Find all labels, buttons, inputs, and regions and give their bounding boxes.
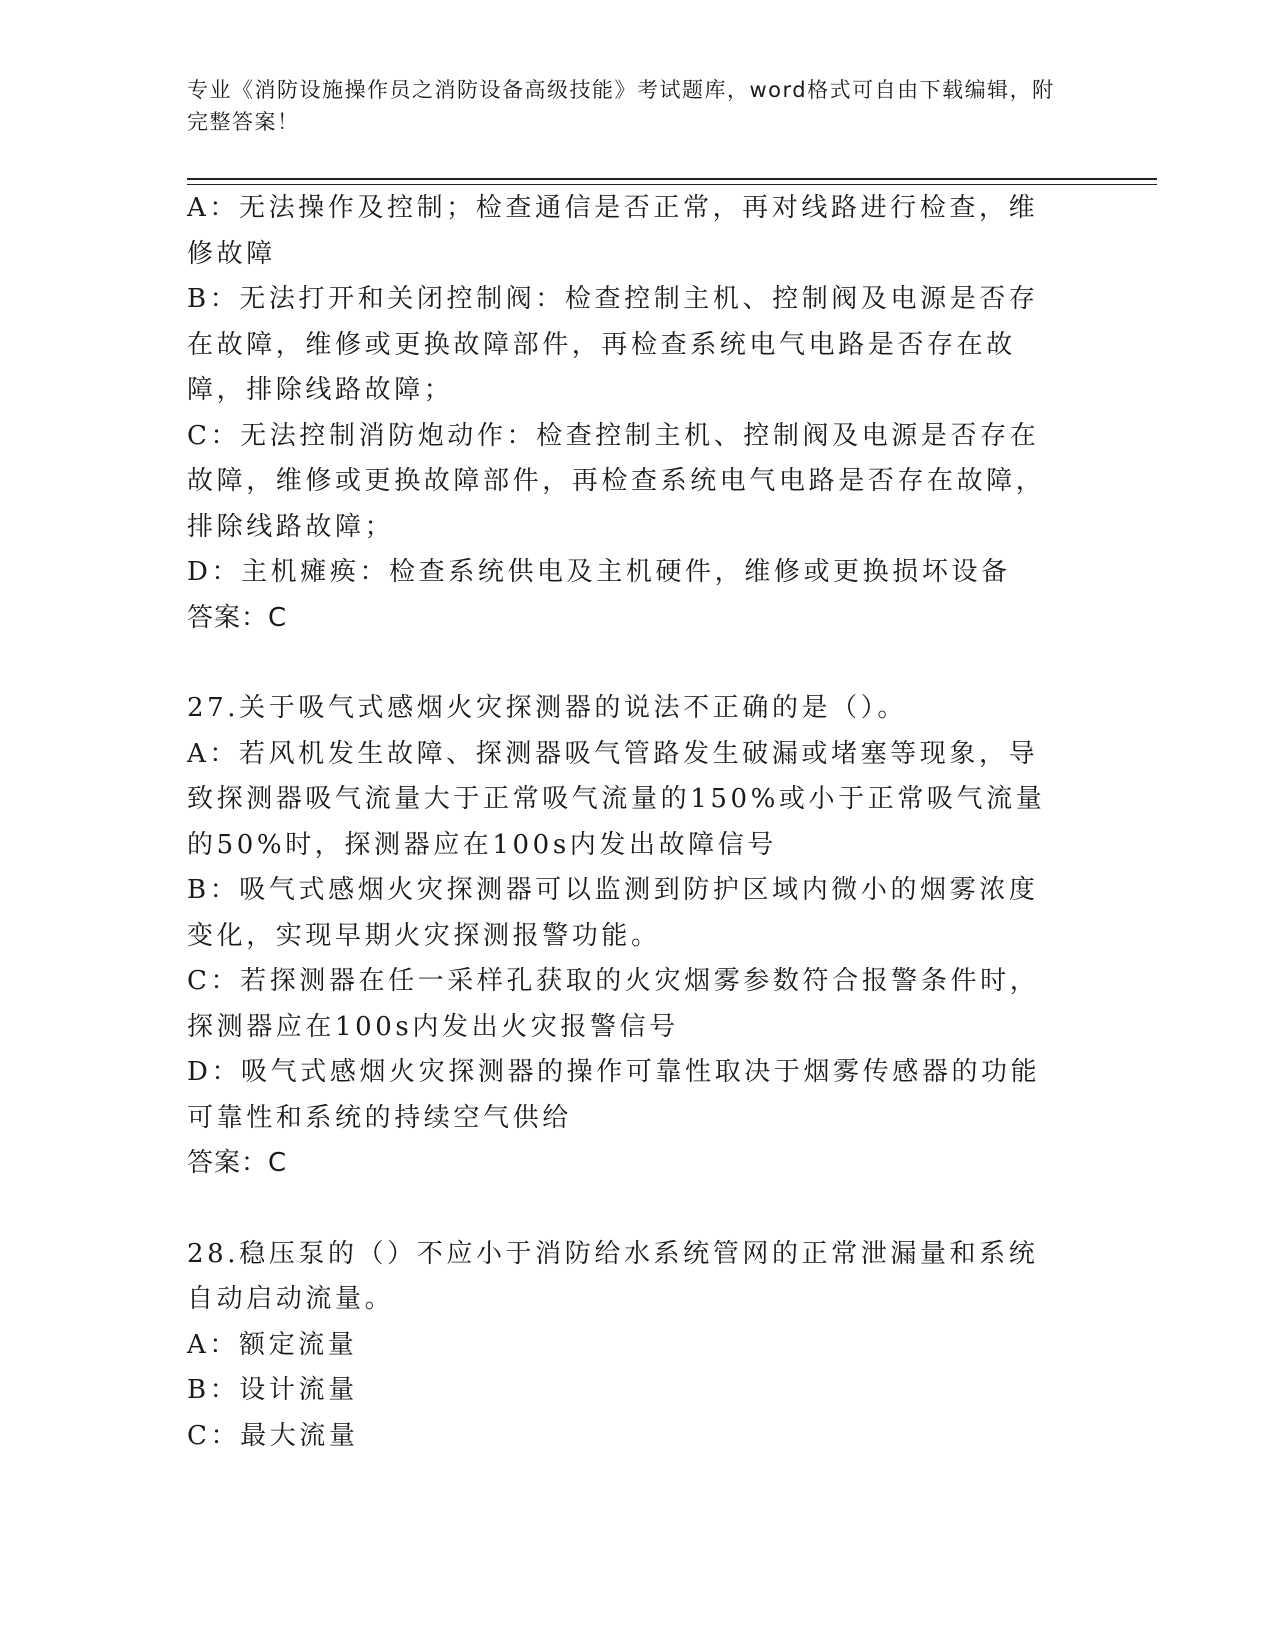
question-stem: 27.关于吸气式感烟火灾探测器的说法不正确的是（）。 [187, 693, 907, 723]
header-rule-thick [187, 178, 1157, 180]
header-rule-thin [187, 184, 1157, 185]
option-c: C：无法控制消防炮动作：检查控制主机、控制阀及电源是否存在故障，维修或更换故障部件，再检查系统电气电路是否存在故障，排除线路故障； [187, 420, 1046, 542]
page-header: 专业《消防设施操作员之消防设备高级技能》考试题库，word格式可自由下载编辑，附完整答案！ [187, 78, 1055, 134]
question-content [187, 186, 1067, 1459]
option-b: B：无法打开和关闭控制阀：检查控制主机、控制阀及电源是否存在故障，维修或更换故障部件，再检查系统电气电路是否存在故障，排除线路故障； [187, 284, 1039, 405]
question-stem: 28.稳压泵的（）不应小于消防给水系统管网的正常泄漏量和系统自动启动流量。 [187, 1238, 1039, 1314]
answer-line: 答案：C [187, 602, 288, 633]
option-a: A：额定流量 [187, 1329, 358, 1360]
option-d: D：吸气式感烟火灾探测器的操作可靠性取决于烟雾传感器的功能可靠性和系统的持续空气供给 [187, 1057, 1041, 1133]
option-c: C：最大流量 [187, 1420, 359, 1451]
answer-line: 答案：C [187, 1148, 288, 1178]
option-a: A：若风机发生故障、探测器吸气管路发生破漏或堵塞等现象，导致探测器吸气流量大于正常吸气流量的150%或小于正常吸气流量的50%时，探测器应在100s内发出故障信号 [187, 738, 1046, 860]
option-d: D：主机瘫痪：检查系统供电及主机硬件，维修或更换损坏设备 [187, 557, 1011, 587]
option-a: A：无法操作及控制；检查通信是否正常，再对线路进行检查，维修故障 [187, 193, 1039, 269]
option-b: B：吸气式感烟火灾探测器可以监测到防护区域内微小的烟雾浓度变化，实现早期火灾探测报警功能。 [187, 875, 1039, 951]
option-b: B：设计流量 [187, 1375, 358, 1405]
option-c: C：若探测器在任一采样孔获取的火灾烟雾参数符合报警条件时，探测器应在100s内发出火灾报警信号 [187, 966, 1040, 1042]
